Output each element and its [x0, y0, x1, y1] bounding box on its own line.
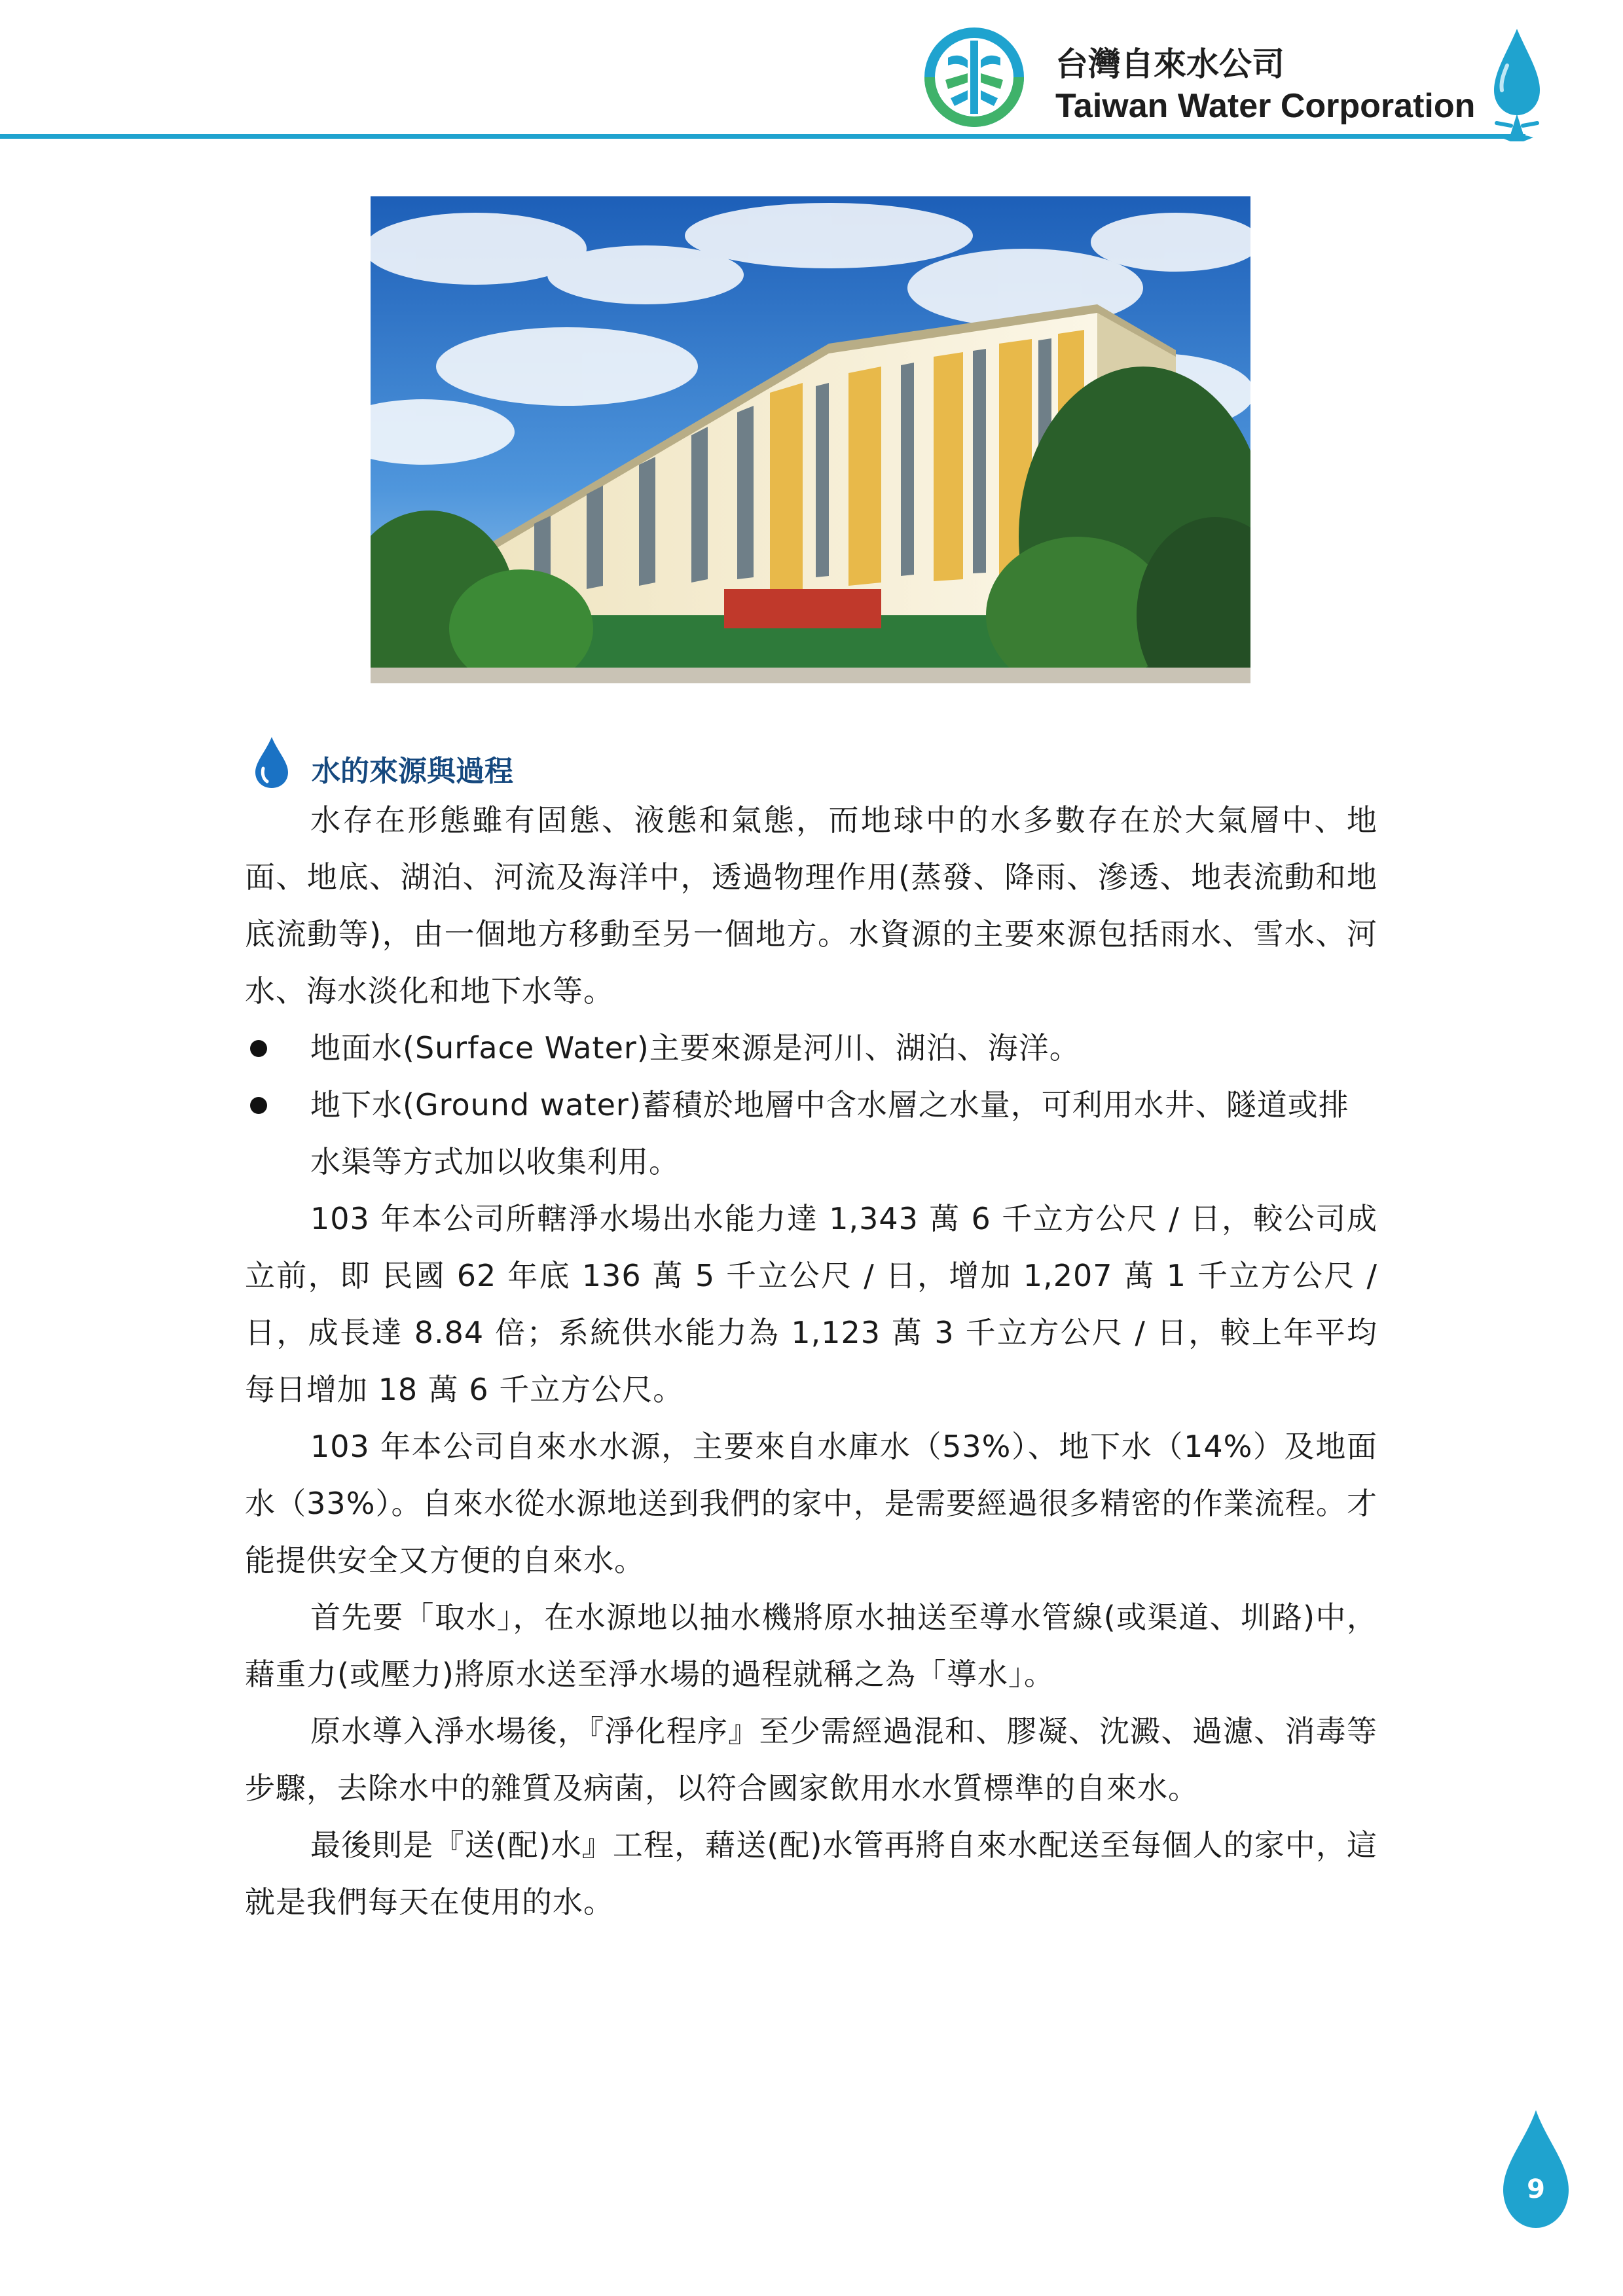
water-source-section [245, 733, 1377, 1931]
page-header [0, 0, 1623, 151]
section-heading [245, 733, 1377, 792]
page-number: 9 [1527, 2174, 1545, 2204]
paragraph-distribution: 最後則是『送(配)水』工程，藉送(配)水管再將自來水配送至每個人的家中，這就是我們每天在使用的水。 [245, 1827, 1377, 1920]
paragraph-water-states: 水存在形態雖有固態、液態和氣態，而地球中的水多數存在於大氣層中、地面、地底、湖泊、河流及海洋中，透過物理作用(蒸發、降雨、滲透、地表流動和地底流動等)，由一個地方移動至另一個地方。水資源的主要來源包括雨水、雪水、河水、海水淡化和地下水等。 [245, 802, 1377, 1009]
list-item [245, 1020, 1377, 1077]
taiwan-water-logo-icon [922, 25, 1027, 130]
bullet-text-surface-water: 地面水(Surface Water)主要來源是河川、湖泊、海洋。 [310, 1030, 1080, 1066]
paragraph-purification: 原水導入淨水場後，『淨化程序』至少需經過混和、膠凝、沈澱、過濾、消毒等步驟，去除水中的雜質及病菌，以符合國家飲用水水質標準的自來水。 [245, 1713, 1377, 1806]
bullet-text-ground-water: 地下水(Ground water)蓄積於地層中含水層之水量，可利用水井、隧道或排水渠等方式加以收集利用。 [310, 1087, 1349, 1179]
water-drop-icon [251, 736, 292, 789]
company-name-zh: 台灣自來水公司 [1055, 45, 1285, 83]
bullet-dot [250, 1097, 267, 1114]
list-item [245, 1077, 1377, 1191]
paragraph-capacity: 103 年本公司所轄淨水場出水能力達 1,343 萬 6 千立方公尺 / 日，較公司成立前，即 民國 62 年底 136 萬 5 千立公尺 / 日，增加 1,207 萬 1 千立方公尺 / 日，成長達 8.84 倍；系統供水能力為 1,123 萬 3 千立方公尺 / 日，較上年平均每日增加 18 萬 6 千立方公尺。 [245, 1201, 1377, 1407]
header-rule [0, 134, 1525, 139]
bullet-dot [250, 1040, 267, 1057]
section-title: 水的來源與過程 [312, 755, 513, 788]
paragraph-water-sources: 103 年本公司自來水水源，主要來自水庫水（53%）、地下水（14%）及地面水（33%）。自來水從水源地送到我們的家中，是需要經過很多精密的作業流程。才能提供安全又方便的自來水。 [245, 1429, 1377, 1578]
water-drop-mascot-icon [1487, 26, 1546, 144]
page-drop-icon [1497, 2108, 1575, 2232]
company-name-en: Taiwan Water Corporation [1055, 87, 1476, 125]
paragraph-intake: 首先要「取水」，在水源地以抽水機將原水抽送至導水管線(或渠道、圳路)中，藉重力(或壓力)將原水送至淨水場的過程就稱之為「導水」。 [245, 1600, 1377, 1692]
headquarters-building-photo [371, 196, 1250, 683]
